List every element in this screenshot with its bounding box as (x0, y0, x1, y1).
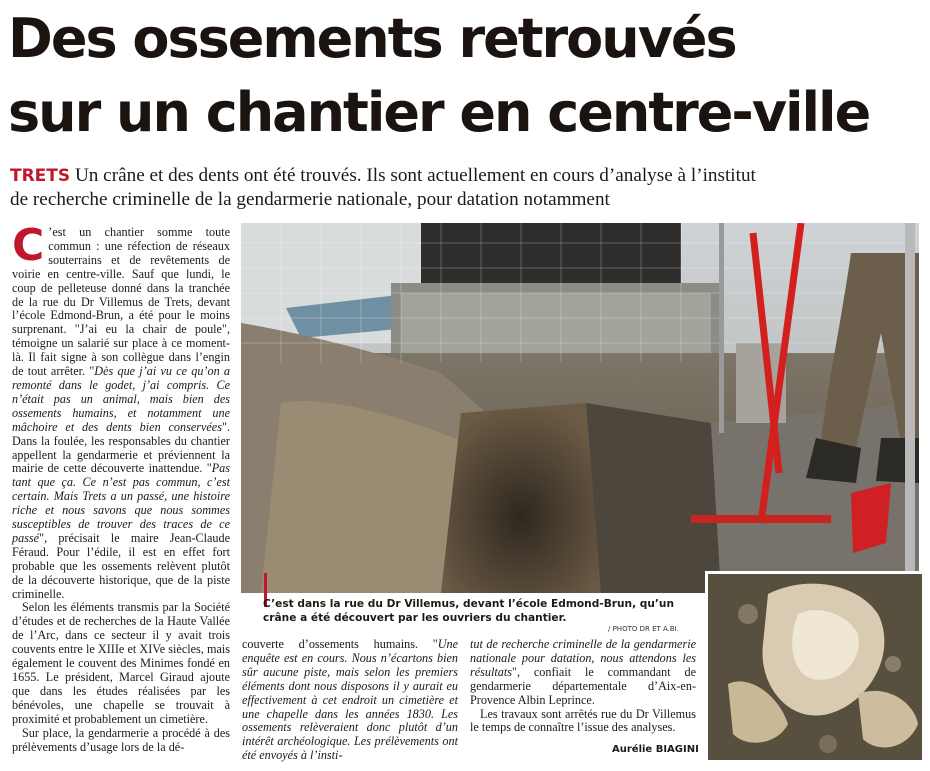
article-column-3 (470, 638, 696, 735)
photo-credit: / PHOTO DR ET A.BI. (608, 625, 679, 633)
lede (10, 164, 922, 211)
article-column-1 (12, 220, 230, 754)
headline (8, 2, 923, 150)
paragraph-6: Les travaux sont arrêtés rue du Dr Villemus le temps de connaître l’issue des analyses. (470, 706, 696, 735)
paragraph-1-text-a: ’est un chantier somme toute commun : une réfection de réseaux souterrains et de revêtements de voirie en centre-ville. Sauf que lundi, le coup de pelleteuse donné dans la tranchée de la rue du Dr Villemus de Trets, devant l’école Edmond-Brun, a été pour le moins surprenant. "J’ai eu la chair de poule", témoigne un salarié sur place à ce moment-là. Il fait signe à son collègue dans l’engin de tout arrêter. " (12, 225, 230, 379)
bones-closeup-photo (705, 571, 922, 760)
paragraph-4 (242, 638, 458, 763)
paragraph-2: Selon les éléments transmis par la Société d’études et de recherches de la Haute Vallée de l’Arc, dans ce secteur il y avait trois couvents entre le XIIIe et XIVe siècles, mais également le couvent des Minimes fondé en 1655. Le président, Marcel Giraud ajoute que dans les études réalisées par les bénévoles, une chapelle se trouvait à proximité et probablement un cimetière. (12, 600, 230, 726)
headline-line-2: sur un chantier en centre-ville (8, 81, 870, 144)
quote-commander-a: Une enquête est en cours. Nous n’écartons bien sûr aucune piste, mais selon les premiers éléments dont nous disposons il y aurait eu effectivement à cet endroit un cimetière et une chapelle dans les années 1830. Les ossements relèveraient donc plutôt d’un intérêt archéologique. Les prélèvements ont été envoyés à l’insti- (242, 637, 458, 763)
paragraph-5 (470, 638, 696, 708)
kicker-location: TRETS (10, 166, 71, 186)
paragraph-4-text: couverte d’ossements humains. " (242, 637, 438, 651)
quote-commander-b: tut de recherche criminelle de la gendarmerie nationale pour datation, nous attendons les résultats (470, 637, 696, 679)
construction-site-photo (241, 223, 919, 593)
quote-worker: Dès que j’ai vu ce qu’on a remonté dans le godet, j’ai compris. Ce n’était pas un animal, mais bien des ossements humains, et notamment une mâchoire et des dents bien conservées (12, 364, 230, 434)
paragraph-5-text: ", confiait le commandant de gendarmerie départementale d’Aix-en-Provence Albin Leprince. (470, 664, 696, 707)
paragraph-1-text-c: ", précisait le maire Jean-Claude Féraud. Pour l’édile, il est en effet fort probable que les ossements relèvent plutôt de la découverte historique, que de la piste criminelle. (12, 530, 230, 601)
paragraph-1 (12, 220, 230, 601)
lede-line-2: de recherche criminelle de la gendarmerie nationale, pour datation notamment (10, 189, 610, 210)
lede-line-1: Un crâne et des dents ont été trouvés. Ils sont actuellement en cours d’analyse à l’institut (70, 165, 756, 186)
quote-mayor: Pas tant que ça. Ce n’est pas commun, c’est certain. Mais Trets a un passé, une histoire riche et nous savons que nous sommes susceptibles de trouver des traces de ce passé (12, 461, 230, 545)
photo-caption: C’est dans la rue du Dr Villemus, devant l’école Edmond-Brun, qu’un crâne a été découvert par les ouvriers du chantier. (263, 598, 675, 624)
author-byline: Aurélie BIAGINI (612, 744, 699, 755)
dropcap: C (12, 220, 45, 271)
article-column-2 (242, 638, 458, 763)
paragraph-1-text-b: ". Dans la foulée, les responsables du chantier appellent la gendarmerie et préviennent la mairie de cette découverte inattendue. " (12, 419, 230, 476)
headline-line-1: Des ossements retrouvés (8, 7, 736, 70)
paragraph-3: Sur place, la gendarmerie a procédé à des prélèvements d’usage lors de la dé- (12, 725, 230, 754)
